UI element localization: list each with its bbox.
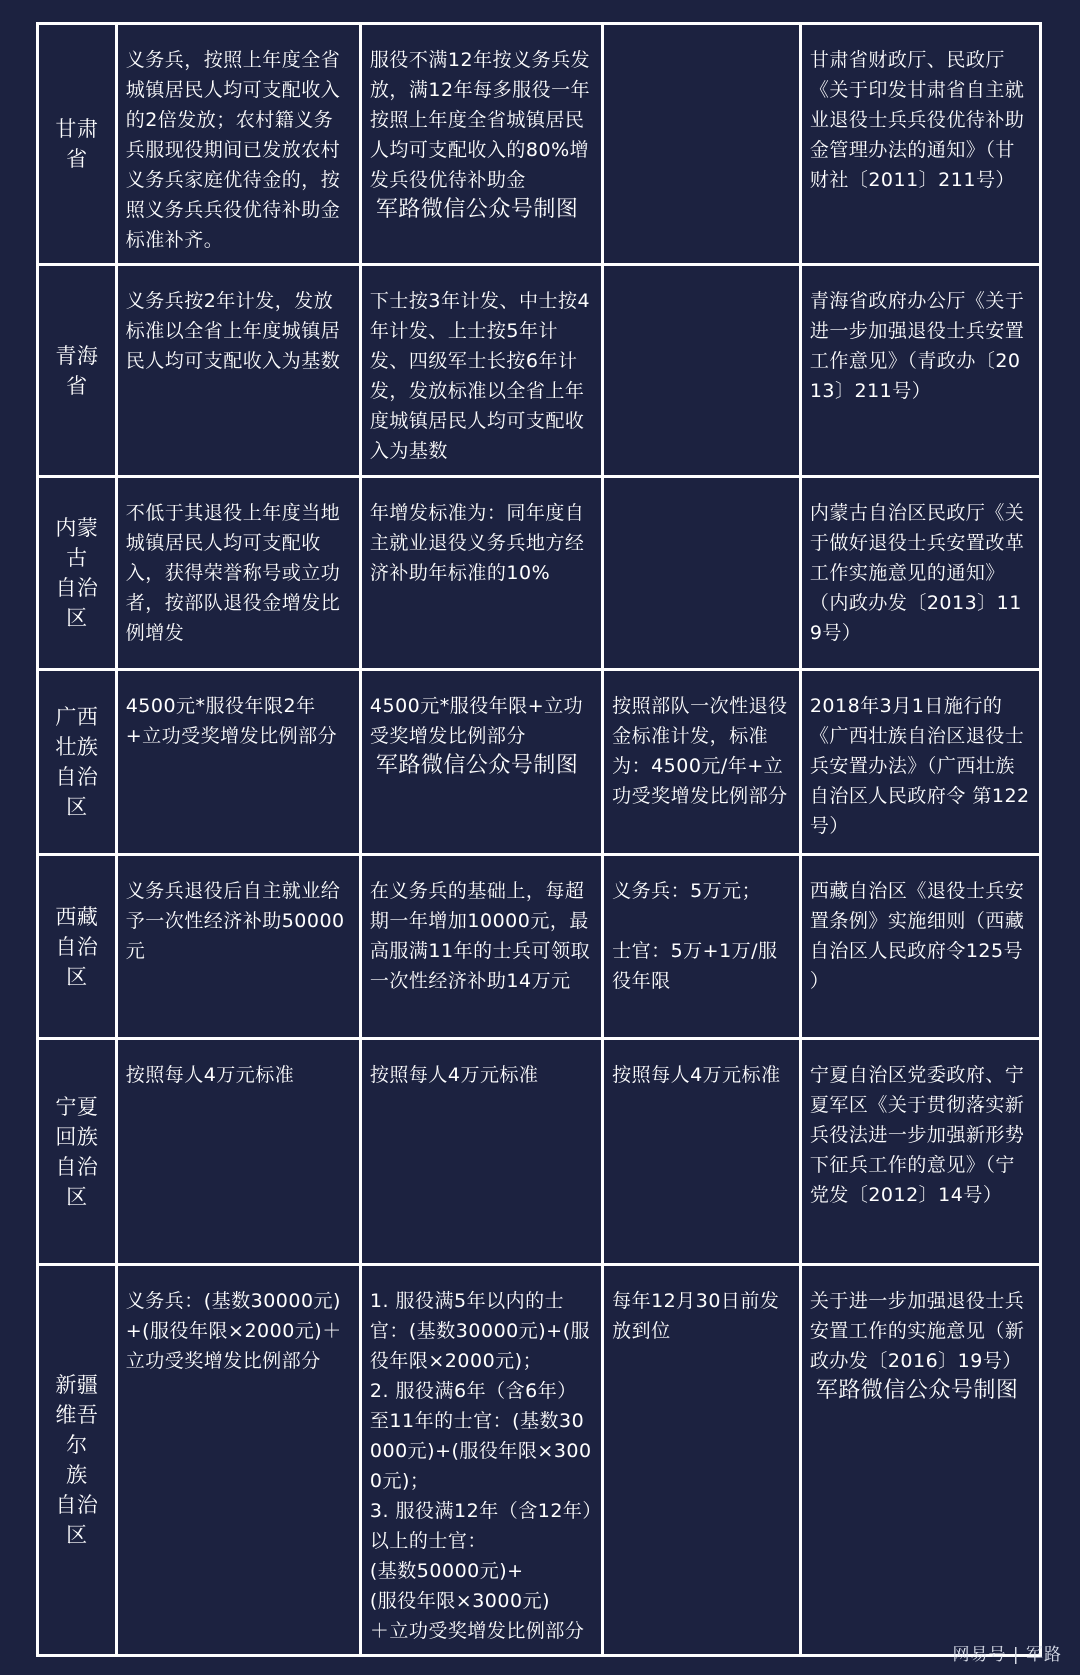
table-row — [38, 1265, 1041, 1656]
table-row — [38, 1039, 1041, 1265]
other-standard-cell: 按照每人4万元标准 — [603, 1039, 801, 1265]
table-row — [38, 24, 1041, 265]
other-standard-cell: 按照部队一次性退役金标准计发，标准为：4500元/年+立功受奖增发比例部分 — [603, 670, 801, 855]
region-cell: 宁夏 回族 自治区 — [38, 1039, 117, 1265]
cell-text: 服役不满12年按义务兵发放，满12年每多服役一年按照上年度全省城镇居民人均可支配收入的80%增发兵役优待补助金 — [369, 49, 591, 191]
region-cell: 西藏 自治区 — [38, 855, 117, 1039]
conscript-standard-cell: 义务兵退役后自主就业给予一次性经济补助50000元 — [116, 855, 360, 1039]
policy-source-cell: 甘肃省财政厅、民政厅《关于印发甘肃省自主就业退役士兵兵役优待补助金管理办法的通知》（甘财社〔2011〕211号） — [800, 24, 1040, 265]
other-standard-cell: 每年12月30日前发放到位 — [603, 1265, 801, 1656]
nco-standard-cell — [360, 24, 602, 265]
table-row — [38, 265, 1041, 477]
conscript-standard-cell: 不低于其退役上年度当地城镇居民人均可支配收入，获得荣誉称号或立功者，按部队退役金增发比例增发 — [116, 477, 360, 670]
source-logo-text: 网易号 | 军路 — [952, 1645, 1062, 1665]
conscript-standard-cell: 4500元*服役年限2年+立功受奖增发比例部分 — [116, 670, 360, 855]
region-cell: 新疆 维吾尔 族 自治区 — [38, 1265, 117, 1656]
cell-text: 关于进一步加强退役士兵安置工作的实施意见（新政办发〔2016〕19号） — [809, 1290, 1025, 1372]
conscript-standard-cell: 义务兵：(基数30000元)+(服役年限×2000元)＋立功受奖增发比例部分 — [116, 1265, 360, 1656]
watermark-text: 军路微信公众号制图 — [375, 197, 579, 222]
nco-standard-cell — [360, 670, 602, 855]
policy-source-cell — [800, 1265, 1040, 1656]
watermark-text: 军路微信公众号制图 — [375, 753, 579, 778]
other-standard-cell — [603, 265, 801, 477]
other-standard-cell — [603, 24, 801, 265]
other-standard-cell — [603, 477, 801, 670]
conscript-standard-cell: 义务兵，按照上年度全省城镇居民人均可支配收入的2倍发放；农村籍义务兵服现役期间已发放农村义务兵家庭优待金的，按照义务兵兵役优待补助金标准补齐。 — [116, 24, 360, 265]
policy-source-cell: 2018年3月1日施行的《广西壮族自治区退役士兵安置办法》（广西壮族自治区人民政府令 第122号） — [800, 670, 1040, 855]
table-row — [38, 855, 1041, 1039]
policy-source-cell: 宁夏自治区党委政府、宁夏军区《关于贯彻落实新兵役法进一步加强新形势下征兵工作的意见》（宁党发〔2012〕14号） — [800, 1039, 1040, 1265]
nco-standard-cell: 1. 服役满5年以内的士官：(基数30000元)+(服役年限×2000元)； 2. 服役满6年（含6年）至11年的士官：(基数30000元)+(服役年限×3000元)； 3. 服役满12年（含12年）以上的士官： (基数50000元)+ (服役年限×3000元) ＋立功受奖增发比例部分 — [360, 1265, 602, 1656]
nco-standard-cell: 下士按3年计发、中士按4年计发、上士按5年计发、四级军士长按6年计发，发放标准以全省上年度城镇居民人均可支配收入为基数 — [360, 265, 602, 477]
policy-table-container — [36, 22, 1042, 1642]
policy-source-cell: 青海省政府办公厅《关于进一步加强退役士兵安置工作意见》（青政办〔2013〕211号） — [800, 265, 1040, 477]
table-row — [38, 670, 1041, 855]
region-cell: 广西 壮族 自治区 — [38, 670, 117, 855]
veteran-subsidy-table — [36, 22, 1042, 1657]
region-cell: 青海省 — [38, 265, 117, 477]
nco-standard-cell: 年增发标准为：同年度自主就业退役义务兵地方经济补助年标准的10% — [360, 477, 602, 670]
conscript-standard-cell: 义务兵按2年计发，发放标准以全省上年度城镇居民人均可支配收入为基数 — [116, 265, 360, 477]
watermark-text: 军路微信公众号制图 — [815, 1378, 1019, 1403]
table-row — [38, 477, 1041, 670]
other-standard-cell: 义务兵：5万元； 士官：5万+1万/服役年限 — [603, 855, 801, 1039]
policy-source-cell: 内蒙古自治区民政厅《关于做好退役士兵安置改革工作实施意见的通知》（内政办发〔2013〕119号） — [800, 477, 1040, 670]
cell-text: 4500元*服役年限+立功受奖增发比例部分 — [369, 695, 584, 747]
nco-standard-cell: 在义务兵的基础上，每超期一年增加10000元，最高服满11年的士兵可领取一次性经济补助14万元 — [360, 855, 602, 1039]
region-cell: 内蒙古 自治区 — [38, 477, 117, 670]
policy-source-cell: 西藏自治区《退役士兵安置条例》实施细则（西藏自治区人民政府令125号 ） — [800, 855, 1040, 1039]
conscript-standard-cell: 按照每人4万元标准 — [116, 1039, 360, 1265]
region-cell: 甘肃省 — [38, 24, 117, 265]
nco-standard-cell: 按照每人4万元标准 — [360, 1039, 602, 1265]
